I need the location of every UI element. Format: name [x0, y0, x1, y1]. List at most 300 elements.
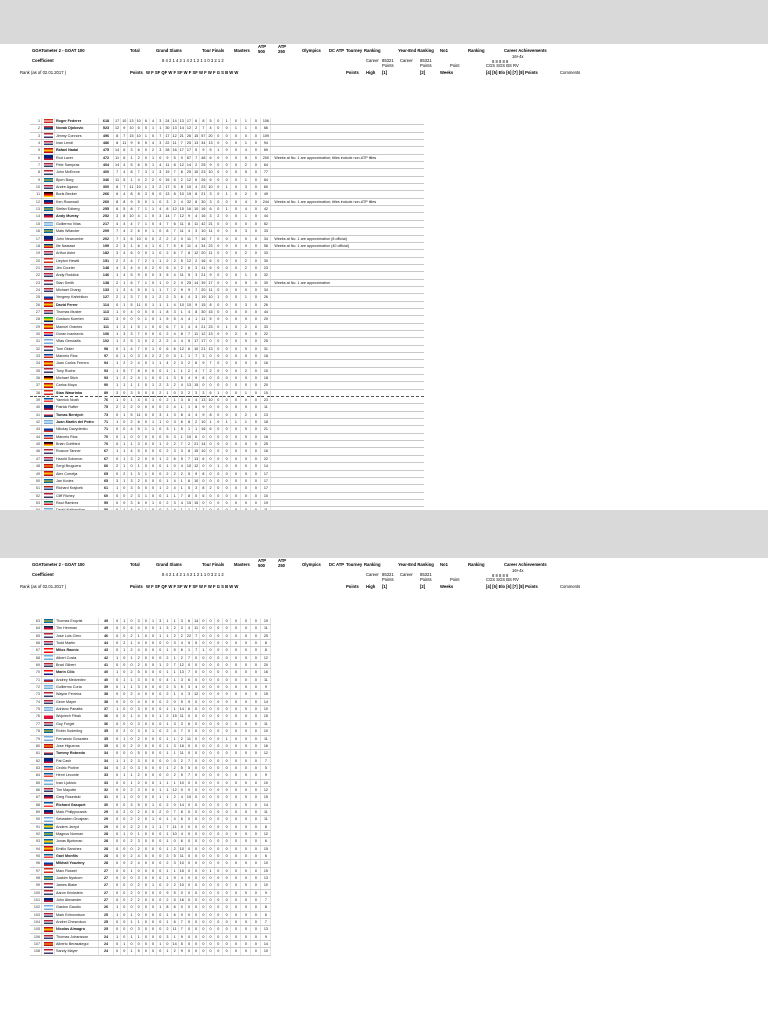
stat-cell: 0 [200, 742, 207, 749]
table-row [30, 948, 271, 955]
stat-cell: 4 [178, 794, 185, 801]
stat-cell: 3 [135, 684, 142, 691]
stat-cell: 6 [142, 118, 149, 125]
stat-cell: 3 [164, 426, 171, 433]
table-row [30, 933, 271, 940]
stat-cell: 2 [149, 176, 156, 183]
stat-cell: 0 [121, 801, 128, 808]
table-row [30, 213, 424, 220]
stat-cell: 0 [157, 242, 164, 249]
comment-cell [271, 294, 425, 301]
flag-cell [42, 250, 55, 257]
stat-cell: 7 [114, 169, 121, 176]
player-name: Marcelo Rios [55, 433, 99, 440]
stat-cell: 8 [114, 140, 121, 147]
stat-cell: 0 [171, 838, 178, 845]
stat-cell: 0 [231, 853, 241, 860]
flag-cell [42, 926, 55, 933]
stat-cell: 0 [214, 662, 222, 669]
stat-cell: 0 [241, 926, 251, 933]
stat-cell: 3 [135, 875, 142, 882]
flag-icon [44, 302, 53, 307]
stat-cell: 0 [142, 706, 149, 713]
stat-cell: 1 [193, 316, 200, 323]
stat-cell: 4 [178, 338, 185, 345]
stat-cell: 0 [121, 698, 128, 705]
stat-cell: 0 [149, 492, 156, 499]
stat-cell: 0 [214, 279, 222, 286]
stat-cell: 1 [171, 654, 178, 661]
stat-cell: 11 [194, 626, 199, 631]
comment-cell [271, 308, 425, 315]
stat-cell: 8 [135, 367, 142, 374]
stat-cell: 10 [186, 434, 192, 439]
stat-cell: 5 [178, 375, 185, 382]
comment-cell [271, 448, 425, 455]
stat-cell: 1 [241, 272, 251, 279]
stat-cell: 0 [241, 772, 251, 779]
stat-cell: 1 [157, 455, 164, 462]
stat-cell: 0 [214, 132, 222, 139]
stat-cell: 1 [114, 654, 121, 661]
flag-icon [44, 736, 53, 741]
stat-cell: 14 [172, 119, 177, 123]
stat-cell: 3 [178, 360, 185, 367]
stat-cell: 14 [115, 163, 120, 168]
stat-cell: 3 [200, 389, 207, 396]
stat-cell: 2 [114, 257, 121, 264]
stat-cell: 14 [261, 698, 271, 705]
stat-cell: 4 [164, 360, 171, 367]
stat-cell: 1 [114, 367, 121, 374]
stat-cell: 11 [115, 155, 119, 160]
stat-cell: 5 [178, 698, 185, 705]
stat-cell: 0 [121, 750, 128, 757]
stat-cell: 14 [179, 802, 184, 807]
stat-cell: 13 [194, 456, 199, 461]
rank-cell: 79 [30, 735, 42, 742]
points-cell: 35 [99, 728, 114, 735]
stat-cell: 10 [201, 420, 206, 425]
stat-cell: 0 [251, 470, 261, 477]
points-cell: 148 [99, 264, 114, 271]
stat-cell: 10 [261, 860, 271, 867]
stat-cell: 12 [172, 787, 177, 792]
points-cell: 26 [99, 904, 114, 911]
flag-icon [44, 420, 53, 425]
stat-cell: 0 [193, 911, 200, 918]
stat-cell: 10 [186, 185, 192, 190]
stat-cell: 0 [164, 757, 171, 764]
stat-cell: 17 [261, 477, 271, 484]
stat-cell: 0 [251, 220, 261, 227]
stat-cell: 6 [261, 853, 271, 860]
stat-cell: 4 [171, 330, 178, 337]
player-name: Ivan Ljubicic [55, 779, 99, 786]
flag-icon [44, 207, 53, 212]
stat-cell: 0 [223, 632, 231, 639]
flag-cell [42, 382, 55, 389]
points-cell: 28 [99, 830, 114, 837]
comment-cell [271, 389, 425, 396]
stat-cell: 1 [114, 272, 121, 279]
stat-cell: 0 [135, 867, 142, 874]
stat-cell: 8 [178, 808, 185, 815]
stat-cell: 3 [142, 169, 149, 176]
stat-cell: 0 [200, 764, 207, 771]
rank-asof-2: Rank (as of 02.01.2017 ) [20, 584, 67, 589]
flag-cell [42, 492, 55, 499]
points-cell: 29 [99, 816, 114, 823]
points-cell: 28 [99, 838, 114, 845]
col-atp250-2: ATP 250 [278, 558, 286, 568]
stat-cell: 5 [185, 485, 192, 492]
stat-cell: 0 [241, 235, 251, 242]
stat-cell: 1 [128, 676, 135, 683]
stat-cell: 0 [149, 463, 156, 470]
stat-cell: 0 [200, 875, 207, 882]
stat-cell: 1 [164, 632, 171, 639]
stat-cell: 2 [135, 154, 142, 161]
rank-cell: 86 [30, 786, 42, 793]
stat-cell: 8 [114, 198, 121, 205]
stat-cell: 5 [178, 772, 185, 779]
stat-cell: 17 [186, 148, 192, 153]
stat-cell: 0 [149, 455, 156, 462]
stat-cell: 2 [121, 257, 128, 264]
stat-cell: 2 [178, 632, 185, 639]
table-row [30, 794, 271, 801]
stat-cell: 1 [171, 691, 178, 698]
stat-cell: 8 [261, 640, 271, 647]
col-total-2: Total [130, 562, 140, 567]
stat-cell: 5 [128, 301, 135, 308]
stat-cell: 6 [200, 492, 207, 499]
stat-cell: 4 [171, 728, 178, 735]
stat-cell: 2 [121, 728, 128, 735]
ye-points: Points [420, 63, 432, 68]
flag-icon [44, 810, 53, 815]
points-cell: 25 [99, 911, 114, 918]
stat-cell: 15 [186, 500, 192, 505]
stat-cell: 34 [261, 286, 271, 293]
stat-cell: 16 [201, 214, 206, 219]
points-cell: 113 [99, 308, 114, 315]
points-cell: 475 [99, 147, 114, 154]
table-row [30, 162, 424, 169]
points-cell: 71 [99, 419, 114, 426]
stat-cell: 2 [135, 882, 142, 889]
points-cell: 260 [99, 198, 114, 205]
stat-cell: 0 [149, 441, 156, 448]
stat-cell: 0 [200, 632, 207, 639]
stat-cell: 10 [194, 170, 199, 175]
stat-cell: 0 [193, 669, 200, 676]
stat-cell: 0 [142, 926, 149, 933]
stat-cell: 4 [135, 698, 142, 705]
stat-cell: 0 [157, 176, 164, 183]
stat-cell: 1 [157, 301, 164, 308]
stat-cell: 0 [142, 742, 149, 749]
stat-cell: 6 [164, 323, 171, 330]
stat-cell: 2 [164, 713, 171, 720]
stat-cell: 25 [186, 170, 192, 175]
stat-cell: 0 [193, 757, 200, 764]
stat-cell: 0 [223, 823, 231, 830]
player-name: Bjorn Borg [55, 176, 99, 183]
stat-cell: 14 [179, 126, 184, 131]
stat-cell: 0 [214, 308, 222, 315]
stat-cell: 14 [186, 163, 192, 168]
stat-cell: 21 [208, 221, 213, 226]
rank-cell: 8 [30, 169, 42, 176]
points-cell: 75 [99, 404, 114, 411]
stat-cell: 17 [194, 339, 199, 344]
stat-cell: 0 [251, 404, 261, 411]
stat-cell: 2 [135, 772, 142, 779]
ye-85321-2: 85321 [420, 572, 432, 577]
flag-cell [42, 360, 55, 367]
stat-cell: 0 [251, 618, 261, 625]
stat-cell: 0 [121, 786, 128, 793]
flag-icon [44, 413, 53, 418]
flag-icon [44, 751, 53, 756]
stat-cell: 1 [128, 933, 135, 940]
player-name: Stefan Edberg [55, 206, 99, 213]
stat-cell: 1 [128, 867, 135, 874]
stat-cell: 0 [223, 786, 231, 793]
rank-cell: 22 [30, 272, 42, 279]
stat-cell: 6 [200, 455, 207, 462]
stat-cell: 0 [223, 948, 231, 955]
stat-cell: 0 [214, 118, 222, 125]
player-name: Jan Kodes [55, 477, 99, 484]
stat-cell: 13 [201, 398, 206, 403]
points-cell: 111 [99, 323, 114, 330]
stat-cell: 6 [178, 419, 185, 426]
stat-cell: 0 [223, 499, 231, 506]
stat-cell: 1 [171, 867, 178, 874]
stat-cell: 0 [121, 919, 128, 926]
stat-cell: 7 [178, 728, 185, 735]
stat-cell: 5 [164, 433, 171, 440]
flag-cell [42, 404, 55, 411]
stat-cell: 0 [200, 867, 207, 874]
stat-cell: 1 [157, 279, 164, 286]
stat-cell: 1 [142, 132, 149, 139]
stat-cell: 0 [193, 897, 200, 904]
stat-cell: 1 [128, 397, 135, 404]
stat-cell: 0 [251, 191, 261, 198]
rank-cell: 89 [30, 808, 42, 815]
stat-cell: 1 [128, 640, 135, 647]
stat-cell: 0 [193, 919, 200, 926]
stat-cell: 0 [207, 926, 214, 933]
stat-cell: 0 [185, 838, 192, 845]
flag-icon [44, 148, 53, 153]
stat-cell: 23 [261, 264, 271, 271]
player-name: Michael Chang [55, 286, 99, 293]
stat-cell: 0 [241, 316, 251, 323]
stat-cell: 7 [193, 235, 200, 242]
stat-cell: 0 [207, 662, 214, 669]
player-name: Andrey Medvedev [55, 676, 99, 683]
stat-cell: 10 [261, 779, 271, 786]
stat-cell: 0 [231, 640, 241, 647]
stat-cell: 0 [207, 338, 214, 345]
flag-icon [44, 464, 53, 469]
stat-cell: 0 [251, 889, 261, 896]
stat-cell: 0 [157, 926, 164, 933]
stat-cell: 34 [201, 243, 206, 248]
flag-icon [44, 295, 53, 300]
flag-cell [42, 728, 55, 735]
stat-cell: 0 [114, 632, 121, 639]
stat-cell: 2 [207, 485, 214, 492]
stat-cell: 2 [241, 411, 251, 418]
stat-cell: 0 [142, 367, 149, 374]
stat-cell: 0 [114, 618, 121, 625]
stat-cell: 1 [164, 948, 171, 955]
stat-cell: 13 [261, 926, 271, 933]
comment-cell [271, 323, 425, 330]
stat-cell: 15 [261, 794, 271, 801]
stat-cell: 0 [214, 316, 222, 323]
stat-cell: 1 [157, 786, 164, 793]
stat-cell: 0 [223, 720, 231, 727]
rank-cell: 74 [30, 698, 42, 705]
stat-cell: 0 [142, 455, 149, 462]
stat-cell: 6 [193, 404, 200, 411]
stat-cell: 0 [207, 720, 214, 727]
stat-cell: 2 [121, 338, 128, 345]
stat-cell: 5 [149, 191, 156, 198]
stat-cell: 5 [185, 764, 192, 771]
comment-cell [271, 404, 425, 411]
stat-cell: 4 [135, 647, 142, 654]
stat-cell: 0 [231, 286, 241, 293]
stat-cell: 0 [223, 875, 231, 882]
stat-cell: 0 [193, 735, 200, 742]
stat-cell: 0 [251, 184, 261, 191]
comment-cell [271, 375, 425, 382]
stat-cell: 4 [178, 691, 185, 698]
stat-cell: 0 [142, 948, 149, 955]
points-cell: 27 [99, 889, 114, 896]
stat-cell: 16 [201, 207, 206, 212]
player-name: Tim Mayotte [55, 786, 99, 793]
points-cell: 76 [99, 397, 114, 404]
stat-cell: 0 [114, 750, 121, 757]
stat-cell: 21 [201, 273, 206, 278]
stat-cell: 0 [142, 308, 149, 315]
stat-cell: 0 [251, 308, 261, 315]
stat-cell: 10 [261, 728, 271, 735]
points-cell: 70 [99, 433, 114, 440]
stat-cell: 0 [193, 808, 200, 815]
stat-cell: 0 [223, 492, 231, 499]
stat-cell: 0 [193, 875, 200, 882]
stat-cell: 11 [165, 163, 170, 168]
stat-cell: 2 [128, 889, 135, 896]
stat-cell: 0 [223, 198, 231, 205]
player-name: Thomas Muster [55, 308, 99, 315]
stat-cell: 0 [223, 625, 231, 632]
rank-cell: 31 [30, 338, 42, 345]
stat-cell: 57 [201, 133, 206, 138]
rank-cell: 70 [30, 669, 42, 676]
stat-cell: 0 [149, 684, 156, 691]
stat-cell: 0 [207, 830, 214, 837]
stat-cell: 22 [186, 633, 192, 638]
stat-cell: 2 [193, 125, 200, 132]
stat-cell: 23 [261, 397, 271, 404]
stat-cell [200, 507, 207, 510]
stat-cell: 0 [207, 919, 214, 926]
player-name: Jonas Bjorkman [55, 838, 99, 845]
points-cell: 102 [99, 338, 114, 345]
stat-cell: 0 [114, 794, 121, 801]
stat-cell: 10 [194, 207, 199, 212]
stat-cell: 0 [241, 404, 251, 411]
stat-cell: 2 [128, 860, 135, 867]
stat-cell: 0 [121, 860, 128, 867]
rank-cell: 15 [30, 220, 42, 227]
stat-cell: 6 [178, 647, 185, 654]
stat-cell: 0 [223, 176, 231, 183]
stat-cell: 0 [223, 132, 231, 139]
stat-cell: 2 [128, 669, 135, 676]
stat-cell: 4 [121, 228, 128, 235]
table-row [30, 706, 271, 713]
stat-cell: 0 [193, 838, 200, 845]
stat-cell: 6 [135, 147, 142, 154]
flag-icon [44, 200, 53, 205]
stat-cell: 0 [157, 845, 164, 852]
stat-cell: 0 [142, 647, 149, 654]
rank-cell: 44 [30, 433, 42, 440]
stat-cell: 34 [201, 141, 206, 146]
flag-cell [42, 279, 55, 286]
col-atp500: ATP 500 [258, 44, 266, 54]
stat-cell: 0 [241, 801, 251, 808]
stat-cell: 10 [261, 948, 271, 955]
stat-cell: 6 [185, 264, 192, 271]
rank-cell: 48 [30, 463, 42, 470]
points-cell: 49 [99, 618, 114, 625]
stat-cell: 0 [214, 860, 222, 867]
stat-cell: 1 [114, 911, 121, 918]
stat-cell: 0 [114, 691, 121, 698]
stat-cell: 0 [114, 499, 121, 506]
stat-cell: 1 [157, 485, 164, 492]
stat-cell: 2 [193, 419, 200, 426]
stat-cell: 0 [251, 492, 261, 499]
stat-cell: 0 [214, 220, 222, 227]
stat-cell: 0 [207, 669, 214, 676]
stat-cell: 0 [207, 728, 214, 735]
stat-cell: 0 [128, 720, 135, 727]
player-name: Rafael Nadal [55, 147, 99, 154]
flag-icon [44, 449, 53, 454]
stat-cell: 1 [114, 360, 121, 367]
table-row [30, 235, 424, 242]
player-name: Guillermo Vilas [55, 220, 99, 227]
stat-cell: 0 [157, 397, 164, 404]
flag-cell [42, 433, 55, 440]
stat-cell: 10 [261, 706, 271, 713]
stat-cell: 0 [121, 926, 128, 933]
